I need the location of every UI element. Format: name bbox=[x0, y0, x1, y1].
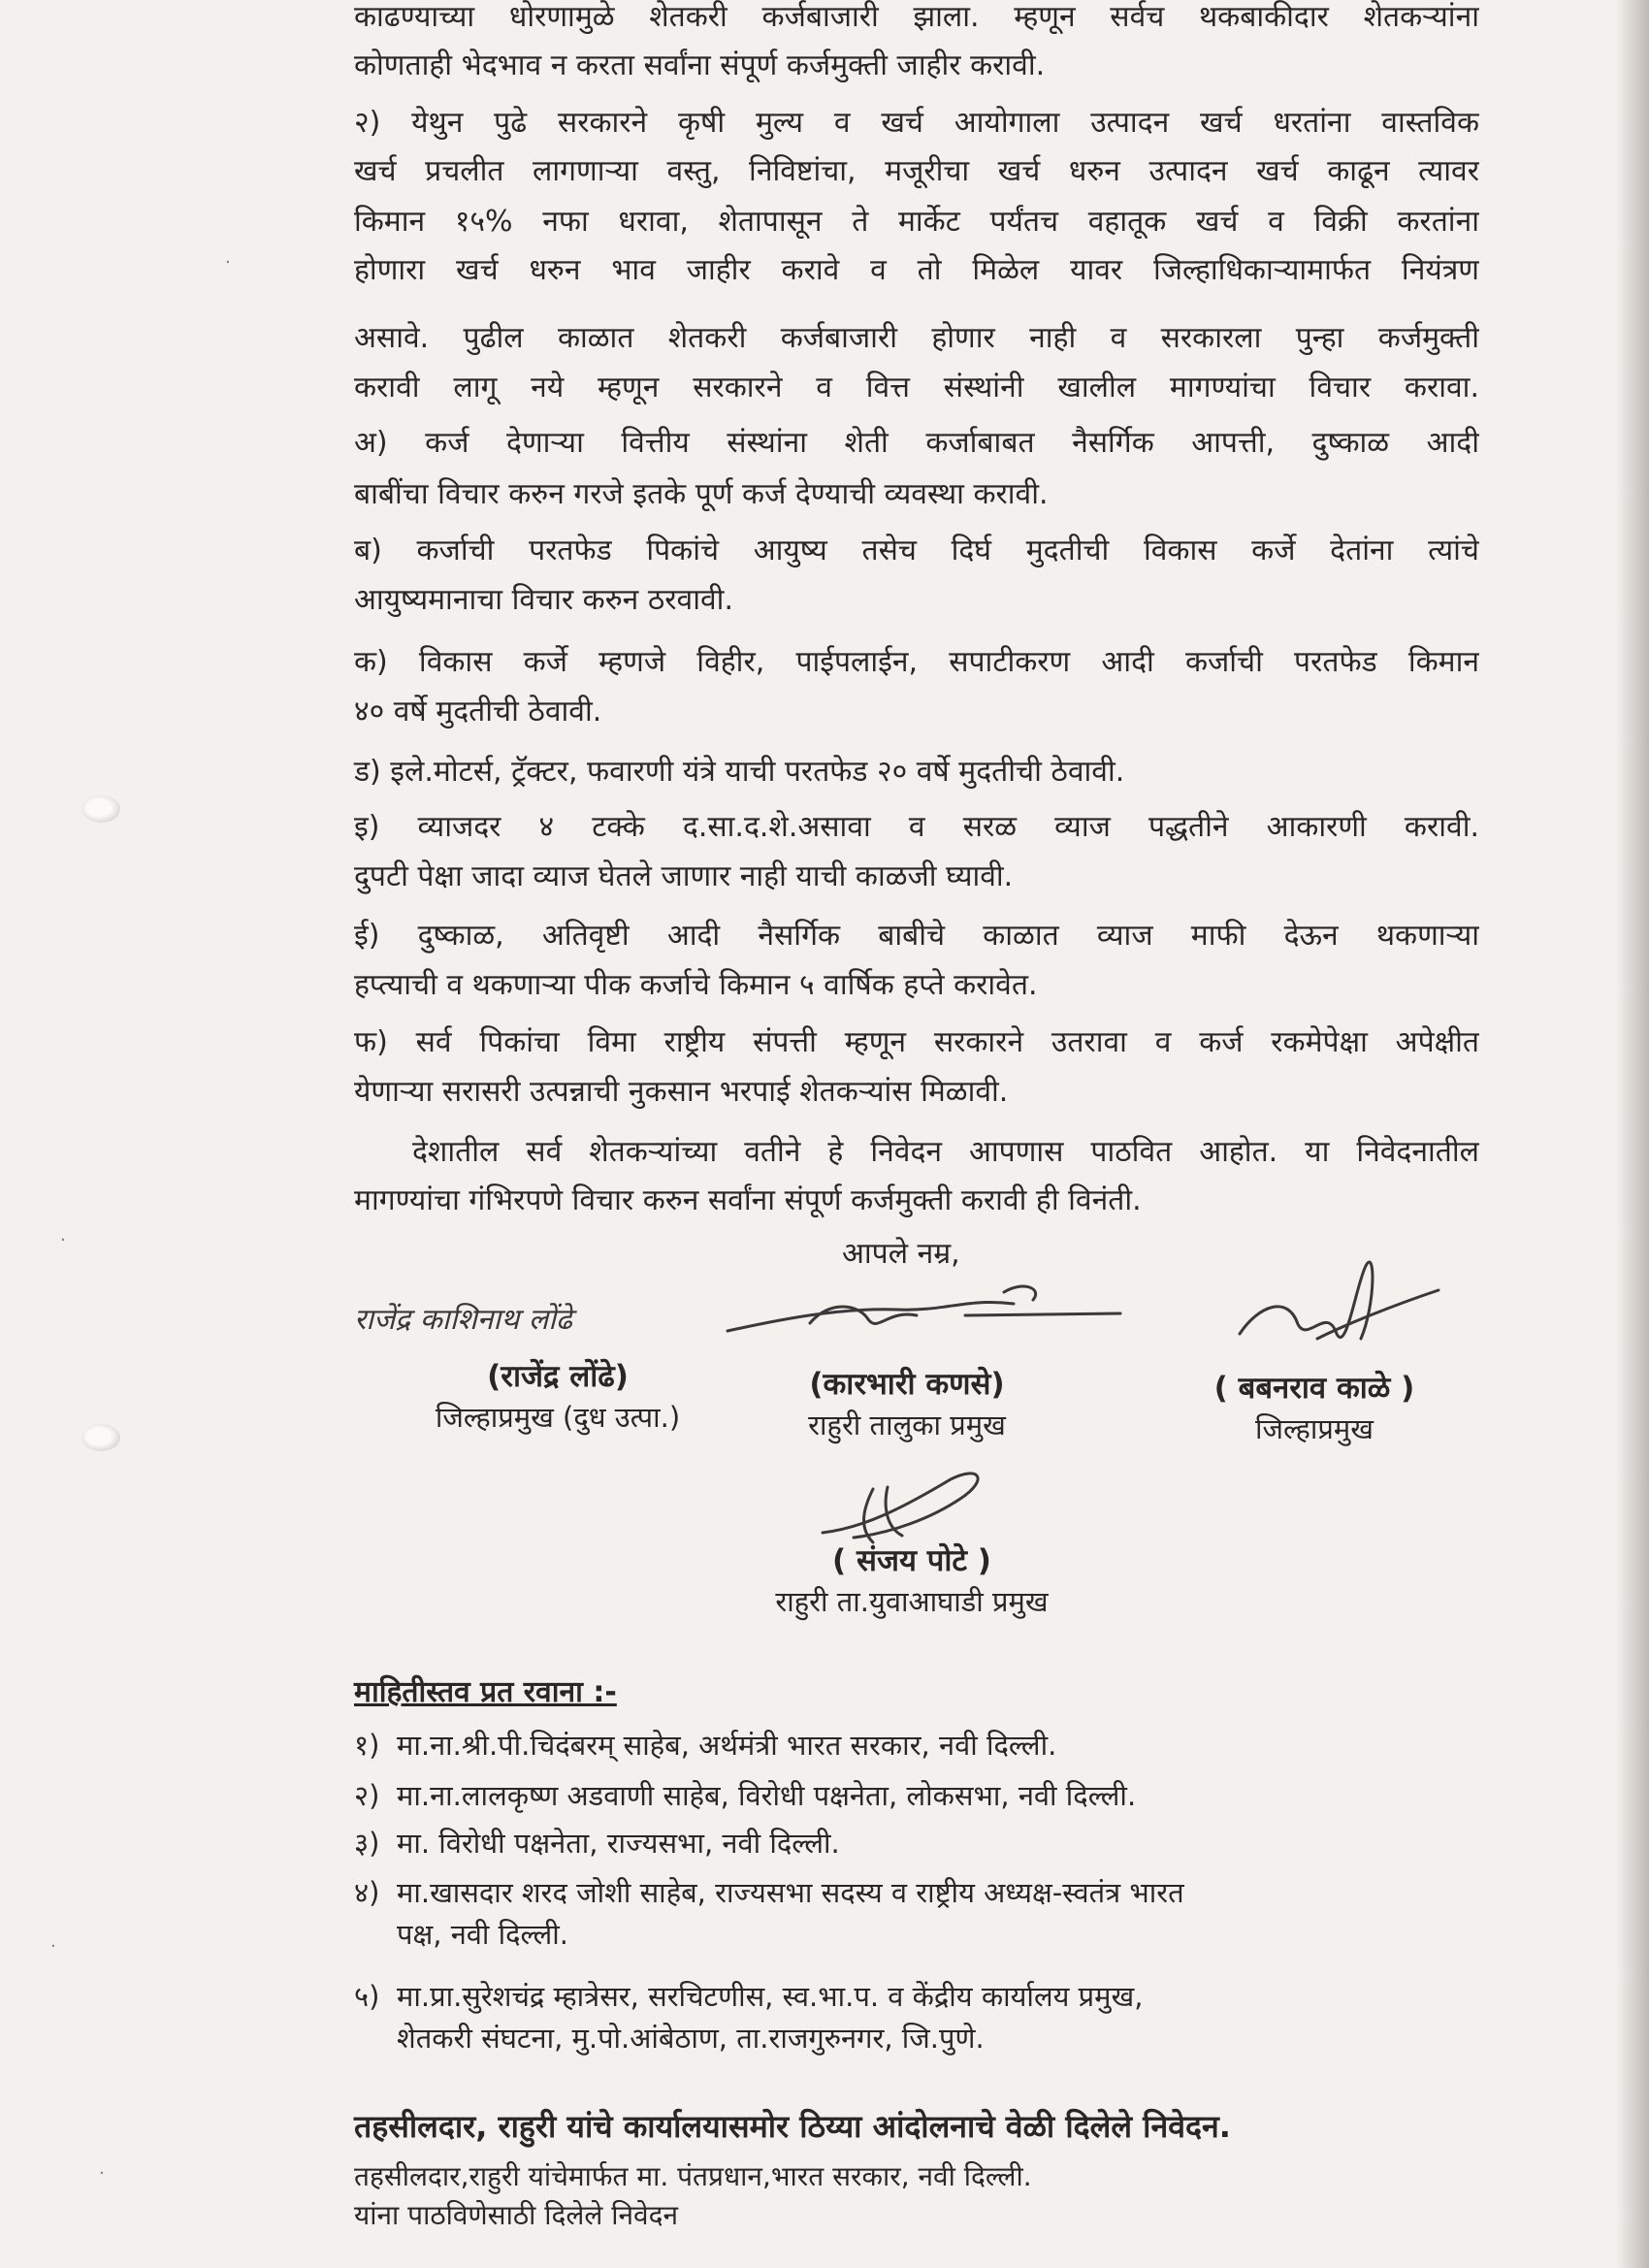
body-line: मागण्यांचा गंभिरपणे विचार करुन सर्वांना संपूर्ण कर्जमुक्ती करावी ही विनंती. bbox=[354, 1183, 1142, 1217]
signatory-role: जिल्हाप्रमुख bbox=[1254, 1412, 1374, 1445]
copy-to-number: ३) bbox=[354, 1827, 380, 1860]
scan-speck: · bbox=[225, 252, 231, 273]
signatory-block bbox=[718, 1540, 1106, 1622]
copy-to-text: मा.खासदार शरद जोशी साहेब, राज्यसभा सदस्य व राष्ट्रीय अध्यक्ष-स्वतंत्र भारत bbox=[397, 1876, 1184, 1909]
copy-to-number: १) bbox=[354, 1729, 380, 1762]
copy-to-number: ५) bbox=[354, 1980, 380, 2013]
body-line: फ) सर्व पिकांचा विमा राष्ट्रीय संपत्ती म्हणून सरकारने उतरावा व कर्ज रकमेपेक्षा अपेक्षीत bbox=[354, 1025, 1479, 1059]
handwritten-name: राजेंद्र काशिनाथ लोंढे bbox=[354, 1303, 572, 1337]
body-line: ड) इले.मोटर्स, ट्रॅक्टर, फवारणी यंत्रे याची परतफेड २० वर्षे मुदतीची ठेवावी. bbox=[354, 755, 1125, 789]
body-line: होणारा खर्च धरुन भाव जाहीर करावे व तो मिळेल यावर जिल्हाधिकाऱ्यामार्फत नियंत्रण bbox=[354, 253, 1479, 287]
signatory-name: ( बबनराव काळे ) bbox=[1213, 1371, 1415, 1406]
body-line: कोणताही भेदभाव न करता सर्वांना संपूर्ण कर्जमुक्ती जाहीर करावी. bbox=[354, 49, 1046, 82]
signatory-name: ( संजय पोटे ) bbox=[832, 1543, 991, 1578]
copy-to-heading: माहितीस्तव प्रत रवाना :- bbox=[354, 1675, 617, 1709]
body-line: असावे. पुढील काळात शेतकरी कर्जबाजारी होणार नाही व सरकारला पुन्हा कर्जमुक्ती bbox=[354, 321, 1479, 355]
copy-to-item bbox=[354, 1776, 1136, 1815]
body-line: खर्च प्रचलीत लागणाऱ्या वस्तु, निविष्टांचा, मजूरीचा खर्च धरुन उत्पादन खर्च काढून त्यावर bbox=[354, 154, 1479, 188]
body-line: अ) कर्ज देणाऱ्या वित्तीय संस्थांना शेती कर्जाबाबत नैसर्गिक आपत्ती, दुष्काळ आदी bbox=[354, 426, 1479, 460]
letter-body bbox=[354, 0, 1479, 1217]
body-line: ई) दुष्काळ, अतिवृष्टी आदी नैसर्गिक बाबीचे काळात व्याज माफी देऊन थकणाऱ्या bbox=[354, 919, 1479, 953]
copy-to-item bbox=[354, 1977, 1143, 2016]
body-line: इ) व्याजदर ४ टक्के द.सा.द.शे.असावा व सरळ व्याज पद्धतीने आकारणी करावी. bbox=[354, 810, 1479, 844]
page-edge-shadow bbox=[1616, 0, 1649, 2268]
signature-sanjay-pote bbox=[815, 1460, 999, 1547]
body-line: २) येथुन पुढे सरकारने कृषी मुल्य व खर्च आयोगाला उत्पादन खर्च धरतांना वास्तविक bbox=[354, 106, 1479, 140]
copy-to-text: मा.ना.श्री.पी.चिदंबरम् साहेब, अर्थमंत्री भारत सरकार, नवी दिल्ली. bbox=[397, 1729, 1057, 1762]
body-line: बाबींचा विचार करुन गरजे इतके पूर्ण कर्ज देण्याची व्यवस्था करावी. bbox=[354, 477, 1049, 511]
copy-to-continuation: शेतकरी संघटना, मु.पो.आंबेठाण, ता.राजगुरुनगर, जि.पुणे. bbox=[397, 2022, 985, 2055]
copy-to-item bbox=[354, 1873, 1184, 1912]
body-line: ब) कर्जाची परतफेड पिकांचे आयुष्य तसेच दिर्घ मुदतीची विकास कर्जे देतांना त्यांचे bbox=[354, 534, 1479, 567]
punch-hole bbox=[81, 1424, 120, 1451]
signature-babanrao-kale bbox=[1230, 1247, 1443, 1363]
body-line: दुपटी पेक्षा जादा व्याज घेतले जाणार नाही याची काळजी घ्यावी. bbox=[354, 859, 1014, 893]
signatory-name: (कारभारी कणसे) bbox=[809, 1367, 1005, 1402]
copy-to-number: २) bbox=[354, 1779, 380, 1812]
footer-subtitle: यांना पाठविणेसाठी दिलेले निवेदन bbox=[354, 2199, 679, 2231]
copy-to-text: मा.प्रा.सुरेशचंद्र म्हात्रेसर, सरचिटणीस, स्व.भा.प. व केंद्रीय कार्यालय प्रमुख, bbox=[397, 1980, 1144, 2013]
signatory-role: जिल्हाप्रमुख (दुध उत्पा.) bbox=[435, 1401, 681, 1434]
copy-to-continuation: पक्ष, नवी दिल्ली. bbox=[397, 1918, 569, 1951]
scan-speck: · bbox=[50, 1936, 56, 1957]
scan-speck: · bbox=[99, 2163, 105, 2184]
body-line: ४० वर्षे मुदतीची ठेवावी. bbox=[354, 695, 602, 729]
scan-speck: · bbox=[60, 1230, 66, 1250]
copy-to-text: मा. विरोधी पक्षनेता, राज्यसभा, नवी दिल्ली. bbox=[397, 1827, 840, 1860]
body-line: आयुष्यमानाचा विचार करुन ठरवावी. bbox=[354, 583, 733, 617]
footer-title: तहसीलदार, राहुरी यांचे कार्यालयासमोर ठिय्या आंदोलनाचे वेळी दिलेले निवेदन. bbox=[354, 2108, 1231, 2145]
copy-to-item bbox=[354, 1824, 840, 1863]
copy-to-number: ४) bbox=[354, 1876, 380, 1909]
body-line: किमान १५% नफा धरावा, शेतापासून ते मार्केट पर्यंतच वहातूक खर्च व विक्री करतांना bbox=[354, 205, 1479, 239]
signatory-block bbox=[388, 1356, 728, 1438]
copy-to-item bbox=[354, 1726, 1056, 1765]
body-line: येणाऱ्या सरासरी उत्पन्नाची नुकसान भरपाई शेतकऱ्यांस मिळावी. bbox=[354, 1075, 1009, 1109]
signatory-role: राहुरी ता.युवाआघाडी प्रमुख bbox=[775, 1585, 1049, 1618]
footer-subtitle: तहसीलदार,राहुरी यांचेमार्फत मा. पंतप्रधान,भारत सरकार, नवी दिल्ली. bbox=[354, 2160, 1032, 2192]
body-line: काढण्याच्या धोरणामुळे शेतकरी कर्जबाजारी झाला. म्हणून सर्वच थकबाकीदार शेतकऱ्यांना bbox=[354, 0, 1479, 34]
signature-karbhari-kanse bbox=[723, 1280, 1130, 1348]
body-line: देशातील सर्व शेतकऱ्यांच्या वतीने हे निवेदन आपणास पाठवित आहोत. या निवेदनातील bbox=[412, 1135, 1479, 1169]
body-line: हप्त्याची व थकणाऱ्या पीक कर्जाचे किमान ५ वार्षिक हप्ते करावेत. bbox=[354, 968, 1038, 1002]
signatory-role: राहुरी तालुका प्रमुख bbox=[808, 1409, 1006, 1442]
punch-hole bbox=[81, 795, 120, 823]
closing-salutation: आपले नम्र, bbox=[842, 1237, 960, 1271]
signatory-name: (राजेंद्र लोंढे) bbox=[487, 1359, 629, 1394]
body-line: करावी लागू नये म्हणून सरकारने व वित्त संस्थांनी खालील मागण्यांचा विचार करावा. bbox=[354, 371, 1479, 405]
signatory-block bbox=[737, 1364, 1077, 1445]
body-line: क) विकास कर्जे म्हणजे विहीर, पाईपलाईन, सपाटीकरण आदी कर्जाची परतफेड किमान bbox=[354, 645, 1479, 679]
signatory-block bbox=[1159, 1368, 1470, 1449]
copy-to-text: मा.ना.लालकृष्ण अडवाणी साहेब, विरोधी पक्षनेता, लोकसभा, नवी दिल्ली. bbox=[397, 1779, 1137, 1812]
